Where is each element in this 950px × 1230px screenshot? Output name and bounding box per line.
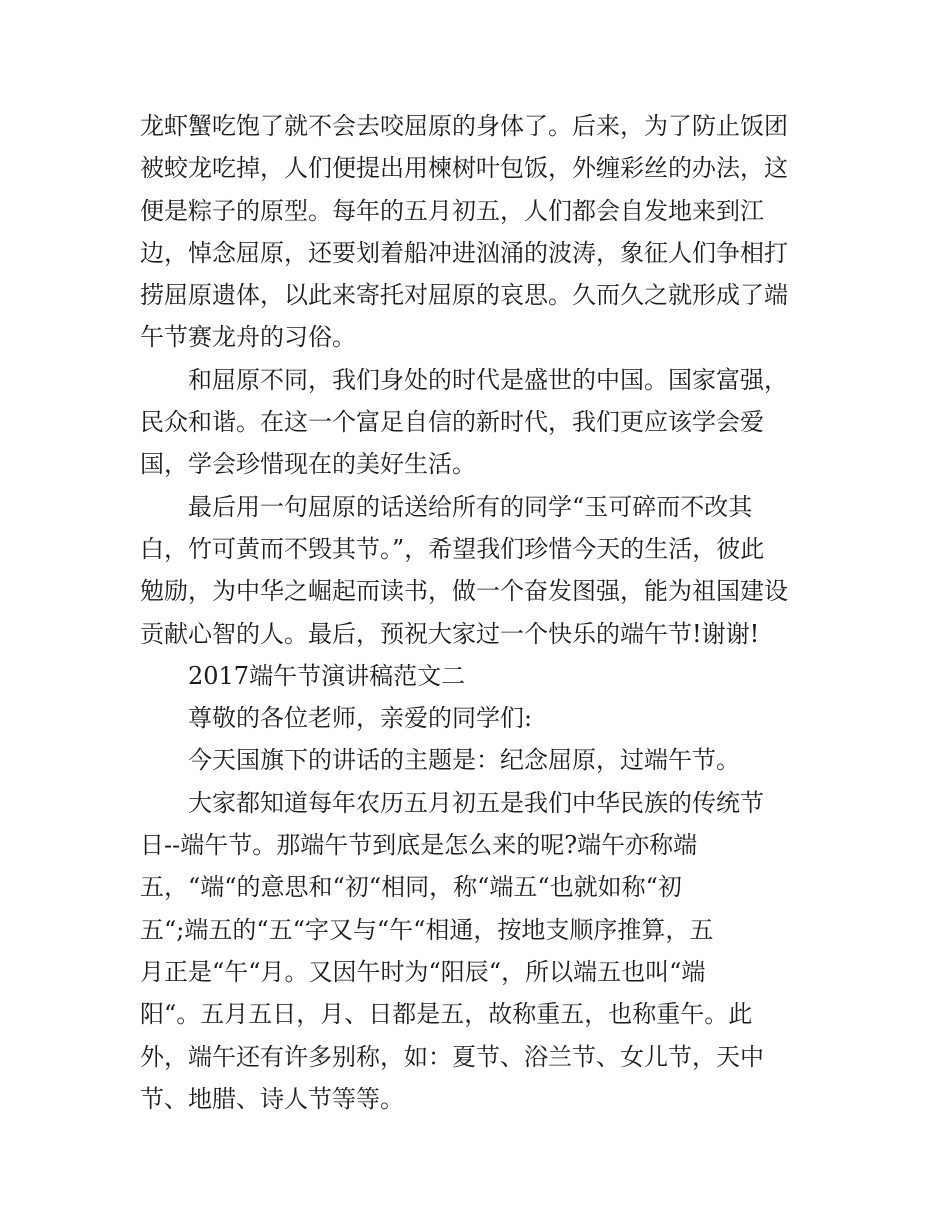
paragraph — [140, 697, 820, 739]
text-line: 贡献心智的人。最后，预祝大家过一个快乐的端午节!谢谢! — [140, 619, 760, 648]
text-line: 捞屈原遗体，以此来寄托对屈原的哀思。久而久之就形成了端 — [140, 281, 788, 310]
paragraph — [140, 486, 820, 655]
text-line: 阳“。五月五日，月、日都是五，故称重五，也称重午。此 — [140, 1000, 753, 1029]
text-line: 2017端午节演讲稿范文二 — [188, 661, 466, 690]
text-line: 五，“端“的意思和“初“相同，称“端五“也就如称“初 — [140, 873, 682, 902]
paragraph — [140, 655, 820, 697]
text-line: 今天国旗下的讲话的主题是：纪念屈原，过端午节。 — [188, 746, 740, 775]
text-line: 午节赛龙舟的习俗。 — [140, 323, 356, 352]
text-line: 勉励，为中华之崛起而读书，做一个奋发图强，能为祖国建设 — [140, 577, 788, 606]
text-line: 和屈原不同，我们身处的时代是盛世的中国。国家富强， — [188, 365, 788, 394]
text-line: 大家都知道每年农历五月初五是我们中华民族的传统节 — [188, 788, 764, 817]
text-line: 国，学会珍惜现在的美好生活。 — [140, 450, 476, 479]
text-line: 龙虾蟹吃饱了就不会去咬屈原的身体了。后来，为了防止饭团 — [140, 112, 788, 140]
text-line: 日--端午节。那端午节到底是怎么来的呢?端午亦称端 — [140, 831, 698, 860]
paragraph — [140, 105, 820, 359]
paragraph — [140, 782, 820, 1120]
text-line: 被蛟龙吃掉，人们便提出用楝树叶包饭，外缠彩丝的办法，这 — [140, 154, 788, 183]
text-line: 五“;端五的“五“字又与“午“相通，按地支顺序推算，五 — [140, 915, 714, 944]
text-line: 尊敬的各位老师，亲爱的同学们: — [188, 704, 533, 733]
paragraph — [140, 359, 820, 486]
text-line: 节、地腊、诗人节等等。 — [140, 1084, 404, 1113]
text-line: 边，悼念屈原，还要划着船冲进汹涌的波涛，象征人们争相打 — [140, 238, 788, 267]
text-line: 外，端午还有许多别称，如：夏节、浴兰节、女儿节，天中 — [140, 1042, 764, 1071]
text-line: 民众和谐。在这一个富足自信的新时代，我们更应该学会爱 — [140, 408, 764, 437]
text-line: 月正是“午“月。又因午时为“阳辰“，所以端五也叫“端 — [140, 957, 706, 986]
text-line: 便是粽子的原型。每年的五月初五，人们都会自发地来到江 — [140, 196, 764, 225]
document-body — [140, 105, 820, 1120]
text-line: 白，竹可黄而不毁其节。”，希望我们珍惜今天的生活，彼此 — [140, 534, 765, 563]
text-line: 最后用一句屈原的话送给所有的同学“玉可碎而不改其 — [188, 492, 753, 521]
paragraph — [140, 739, 820, 781]
